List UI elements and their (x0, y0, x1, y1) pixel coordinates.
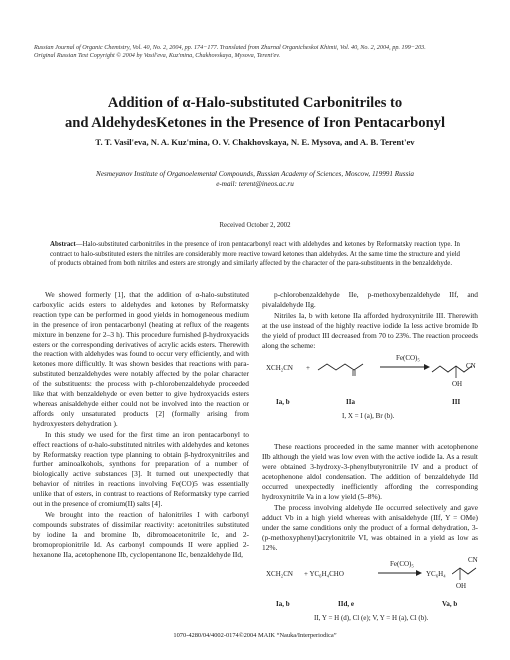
reaction-scheme-2 (262, 556, 478, 630)
scheme-caption: II, Y = H (d), Cl (e); V, Y = H (a), Cl (b). (314, 614, 429, 623)
title-line-2: and AldehydesKetones in the Presence of Iron Pentacarbonyl (64, 115, 446, 131)
paragraph: We brought into the reaction of halonitriles I with carbonyl compounds substrates of dissimilar reactivity: acetonitriles substituted by iodine Ia and bromine Ib, dibromoacetonitrile Ic, and 2-bromopropionitrile Id. As carbonyl compounds II were applied 2-hexanone IIa, acetophenone IIb, cyclopentanone IIc, benzaldehyde IId, (33, 509, 249, 559)
email: e-mail: terent@ineos.ac.ru (216, 180, 294, 188)
paragraph: In this study we used for the first time an iron pentacarbonyl to effect reactions of α-halo-substituted nitriles with aldehydes and ketones by Reformatsky reaction type planning to obtain β-hydroxynitriles and further aminoalkohols, synthons for preparation of a number of biologically active substances [3]. It turned out unexpectedly that behavior of nitriles in reactions involving Fe(CO)5 was essentially unlike that of esters, in contrast to reactions of Reformatsky type carried out in the presence of cromium(II) salts [4]. (33, 429, 249, 509)
aryl-group: YC₆H₄ (426, 570, 446, 579)
abstract-label: Abstract (50, 241, 76, 248)
affiliation (30, 169, 480, 189)
arrow-icon (378, 570, 422, 576)
copyright-line: Original Russian Text Copyright © 2004 by Vasil'eva, Kuz'mina, Chakhovskaya, Mysova, Terent'ev. (34, 52, 281, 59)
abstract-text: —Halo-substituted carbonitriles in the presence of iron pentacarbonyl react with aldehydes and ketones by Reformatsky reaction type. In contract to halo-substituted esters the nitriles are considerably more reactive toward ketones than aldehydes. At the same time the structure and yield of products obtained from both nitriles and esters are strongly and similarly affected by the character of the para-substituents in the benzaldehyde. (50, 241, 460, 268)
institute: Nesmeyanov Institute of Organoelemental Compounds, Russian Academy of Sciences, Moscow, 119991 Russia (96, 170, 414, 178)
aldehyde-reagent: + YC₆H₄CHO (304, 570, 344, 579)
article-title (30, 93, 480, 133)
page-footer: 1070-4280/04/4002-0174©2004 MAIK “Nauka/Interperiodica” (173, 632, 337, 639)
catalyst-label: Fe(CO)₅ (390, 560, 414, 569)
reagent-nitrile: XCH₂CN (266, 570, 293, 579)
paragraph: Nitriles Ia, b with ketone IIa afforded hydroxynitrile III. Therewith at the use instead of the highly reactive iodide Ia less active bromide Ib the yield of product III decreased from 70 to 23%. The reaction proceeds along the scheme: (262, 310, 478, 350)
arrow-icon (380, 364, 430, 370)
label-iia: IIa (346, 398, 355, 407)
label-iii: III (452, 398, 461, 407)
label-ia-b: Ia, b (276, 398, 290, 407)
label-va-b: Va, b (442, 600, 458, 609)
scheme-caption: I, X = I (a), Br (b). (342, 412, 395, 421)
ketone-structure (316, 354, 372, 378)
journal-citation: Russian Journal of Organic Chemistry, Vol. 40, No. 2, 2004, pp. 174−177. Translated from Zhurnal Organicheskoi Khimii, Vol. 40, No. 2, 2004, pp. 199−203. (34, 44, 426, 51)
catalyst-label: Fe(CO)₅ (396, 354, 420, 363)
reagent-nitrile: XCH₂CN (266, 364, 293, 373)
oh-group: OH (452, 380, 463, 389)
cn-group: CN (468, 556, 478, 565)
paragraph: These reactions proceeded in the same manner with acetophenone IIb although the yield was low even with the active iodide Ia. As a result were obtained 3-hydroxy-3-phenylbutyronitrile IV and a product of acetophenone aldol condensation. The addition of benzaldehyde IId occurred unexpectedly inefficiently affording the corresponding hydroxynitrile Va in a low yield (5–8%). (262, 442, 478, 501)
paragraph: The process involving aldehyde IIe occurred selectively and gave adduct Vb in a high yield whereas with anisaldehyde (IIf, Y = OMe) under the same conditions only the product of a formal dehydration, 3-(p-methoxyphenyl)acrylonitrile VI, was obtained in a yield as low as 12%. (262, 502, 478, 552)
cn-group: CN (466, 362, 476, 371)
paragraph: p-chlorobenzaldehyde IIe, p-methoxybenzaldehyde IIf, and pivalaldehyde IIg. (262, 290, 478, 309)
right-column (262, 290, 478, 630)
reaction-scheme-1 (262, 354, 478, 438)
label-ia-b: Ia, b (276, 600, 290, 609)
abstract (50, 240, 460, 269)
plus-sign: + (306, 364, 310, 373)
paragraph: We showed formerly [1], that the addition of α-halo-substituted carboxylic acids esters to aldehydes and ketones by Reformatsky reaction type can be performed in good yields in homogeneous medium in the presence of iron pentacarbonyl (heating at reflux of the reagents mixture in benzene for 2–3 h). This procedure furnished β-hydroxyacids esters or the corresponding derivatives of acrylic acids esters. Therewith the reaction with aldehydes was found to occur very efficiently, and with ketones more difficultly. It was shown besides that reactions with para-substituted benzaldehydes were notably affected by the polar character of the substituents: the process with p-chlorobenzaldehyde proceeded like that with benzaldehyde or even better to give hydroxyacids esters whereas anisaldehyde either could not be involved into the reaction or affords only unsaturated products [2] (formally arising from hydroxyesters dehydration ). (33, 290, 249, 428)
label-iid-e: IId, e (338, 600, 354, 609)
oh-group: OH (456, 582, 467, 591)
journal-header (34, 44, 482, 60)
left-column (33, 290, 249, 559)
received-date: Received October 2, 2002 (219, 222, 291, 229)
title-line-1: Addition of α-Halo-substituted Carbonitriles to (107, 95, 403, 111)
authors: T. T. Vasil'eva, N. A. Kuz'mina, O. V. Chakhovskaya, N. E. Mysova, and A. B. Terent'ev (95, 137, 415, 147)
